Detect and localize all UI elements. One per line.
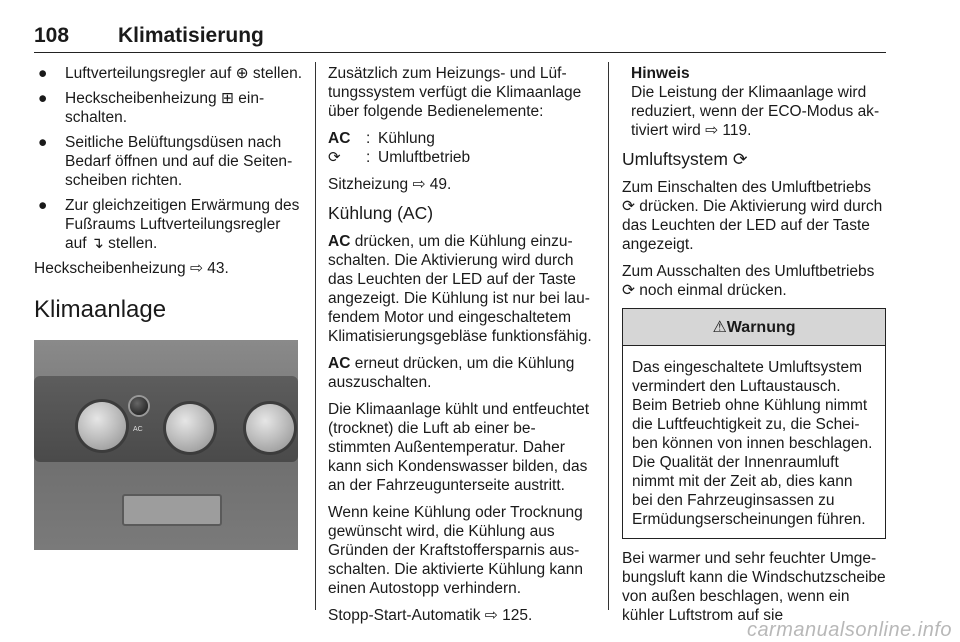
note-title: Hinweis (631, 65, 690, 82)
temperature-knob (78, 402, 126, 450)
controls-list: AC : Kühlung ⟳ : Umluftbetrieb (328, 129, 593, 167)
ac-button (130, 397, 148, 415)
fan-knob (166, 404, 214, 452)
paragraph: Die Klimaanlage kühlt und entfeuchtet (trocknet) die Luft ab einer bestimmten Außentemperatur. Daher kann sich Kondenswasser bilden, das an der Fahrzeugunterseite austritt. (328, 401, 590, 494)
note-box (622, 64, 886, 140)
paragraph: Bei warmer und sehr feuchter Umgebungsluft kann die Windschutzscheibe von außen beschlagen, wenn ein kühler Luftstrom auf sie (622, 550, 886, 624)
storage-slot (122, 494, 222, 526)
cross-reference: Heckscheibenheizung ⇨ 43. (34, 260, 229, 277)
paragraph: Zum Ausschalten des Umluftbetriebs ⟳ noch einmal drücken. (622, 263, 875, 299)
cross-reference: Sitzheizung ⇨ 49. (328, 176, 452, 193)
air-distribution-knob (246, 404, 294, 452)
warning-title: ⚠Warnung (623, 309, 885, 346)
list-item: ● Seitliche Belüftungsdüsen nach Bedarf öffnen und auf die Seitenscheiben richten. (38, 134, 293, 189)
watermark: carmanualsonline.info (746, 619, 952, 641)
warning-box (622, 308, 886, 539)
warning-text: Das eingeschaltete Umluftsystem vermindert den Luftaustausch. Beim Betrieb ohne Kühlung nimmt die Luftfeuchtigkeit zu, die Scheiben können von innen beschlagen. Die Qualität der Innenraumluft nimmt mit der Zeit ab, dies kann bei den Fahrzeuginsassen zu Ermüdungserscheinungen führen. (632, 359, 873, 528)
intro-text: Zusätzlich zum Heizungs- und Lüftungssystem verfügt die Klimaanlage über folgende Bedienelemente: (328, 65, 582, 120)
column-right (622, 64, 886, 633)
page-title: Klimatisierung (118, 24, 264, 47)
column-divider (608, 62, 609, 610)
column-left (34, 64, 302, 550)
column-middle (328, 64, 593, 633)
cooling-heading: Kühlung (AC) (328, 203, 434, 223)
paragraph: AC drücken, um die Kühlung einzuschalten. Die Aktivierung wird durch das Leuchten der LED auf der Taste angezeigt. Die Kühlung ist nur bei laufendem Motor und eingeschaltetem Klimatisierungsgebläse funktionsfähig. (328, 233, 592, 345)
bullet-list (34, 64, 302, 253)
ac-description: Kühlung (378, 130, 435, 147)
climate-control-photo (34, 340, 298, 550)
cross-reference: Stopp-Start-Automatik ⇨ 125. (328, 607, 533, 624)
list-item: ● Zur gleichzeitigen Erwärmung des Fußraums Luftverteilungsregler auf ↴ stellen. (38, 197, 300, 252)
page-number: 108 (34, 24, 70, 47)
bullet-icon: ● (38, 134, 48, 151)
page-header (34, 22, 886, 53)
list-item: ● Luftverteilungsregler auf ⊕ stellen. (38, 65, 303, 82)
recirculation-icon: ⟳ (328, 149, 341, 166)
list-item: ● Heckscheibenheizung ⊞ einschalten. (38, 90, 265, 126)
recirculation-description: Umluftbetrieb (378, 149, 471, 166)
ac-key: AC (328, 130, 351, 147)
section-heading: Klimaanlage (34, 296, 167, 323)
column-divider (315, 62, 316, 610)
paragraph: Wenn keine Kühlung oder Trocknung gewünscht wird, die Kühlung aus Gründen der Kraftstoffersparnis ausschalten. Die aktivierte Kühlung kann einen Autostopp verhindern. (328, 504, 584, 597)
recirculation-heading: Umluftsystem ⟳ (622, 149, 748, 169)
note-text: Die Leistung der Klimaanlage wird reduziert, wenn der ECO-Modus aktiviert wird ⇨ 119. (631, 84, 880, 139)
bullet-icon: ● (38, 90, 48, 107)
ac-label: AC (133, 426, 143, 433)
bullet-icon: ● (38, 197, 48, 214)
paragraph: Zum Einschalten des Umluftbetriebs ⟳ drücken. Die Aktivierung wird durch das Leuchten der LED auf der Taste angezeigt. (622, 179, 883, 253)
bullet-icon: ● (38, 65, 48, 82)
paragraph: AC erneut drücken, um die Kühlung auszuschalten. (328, 355, 575, 391)
